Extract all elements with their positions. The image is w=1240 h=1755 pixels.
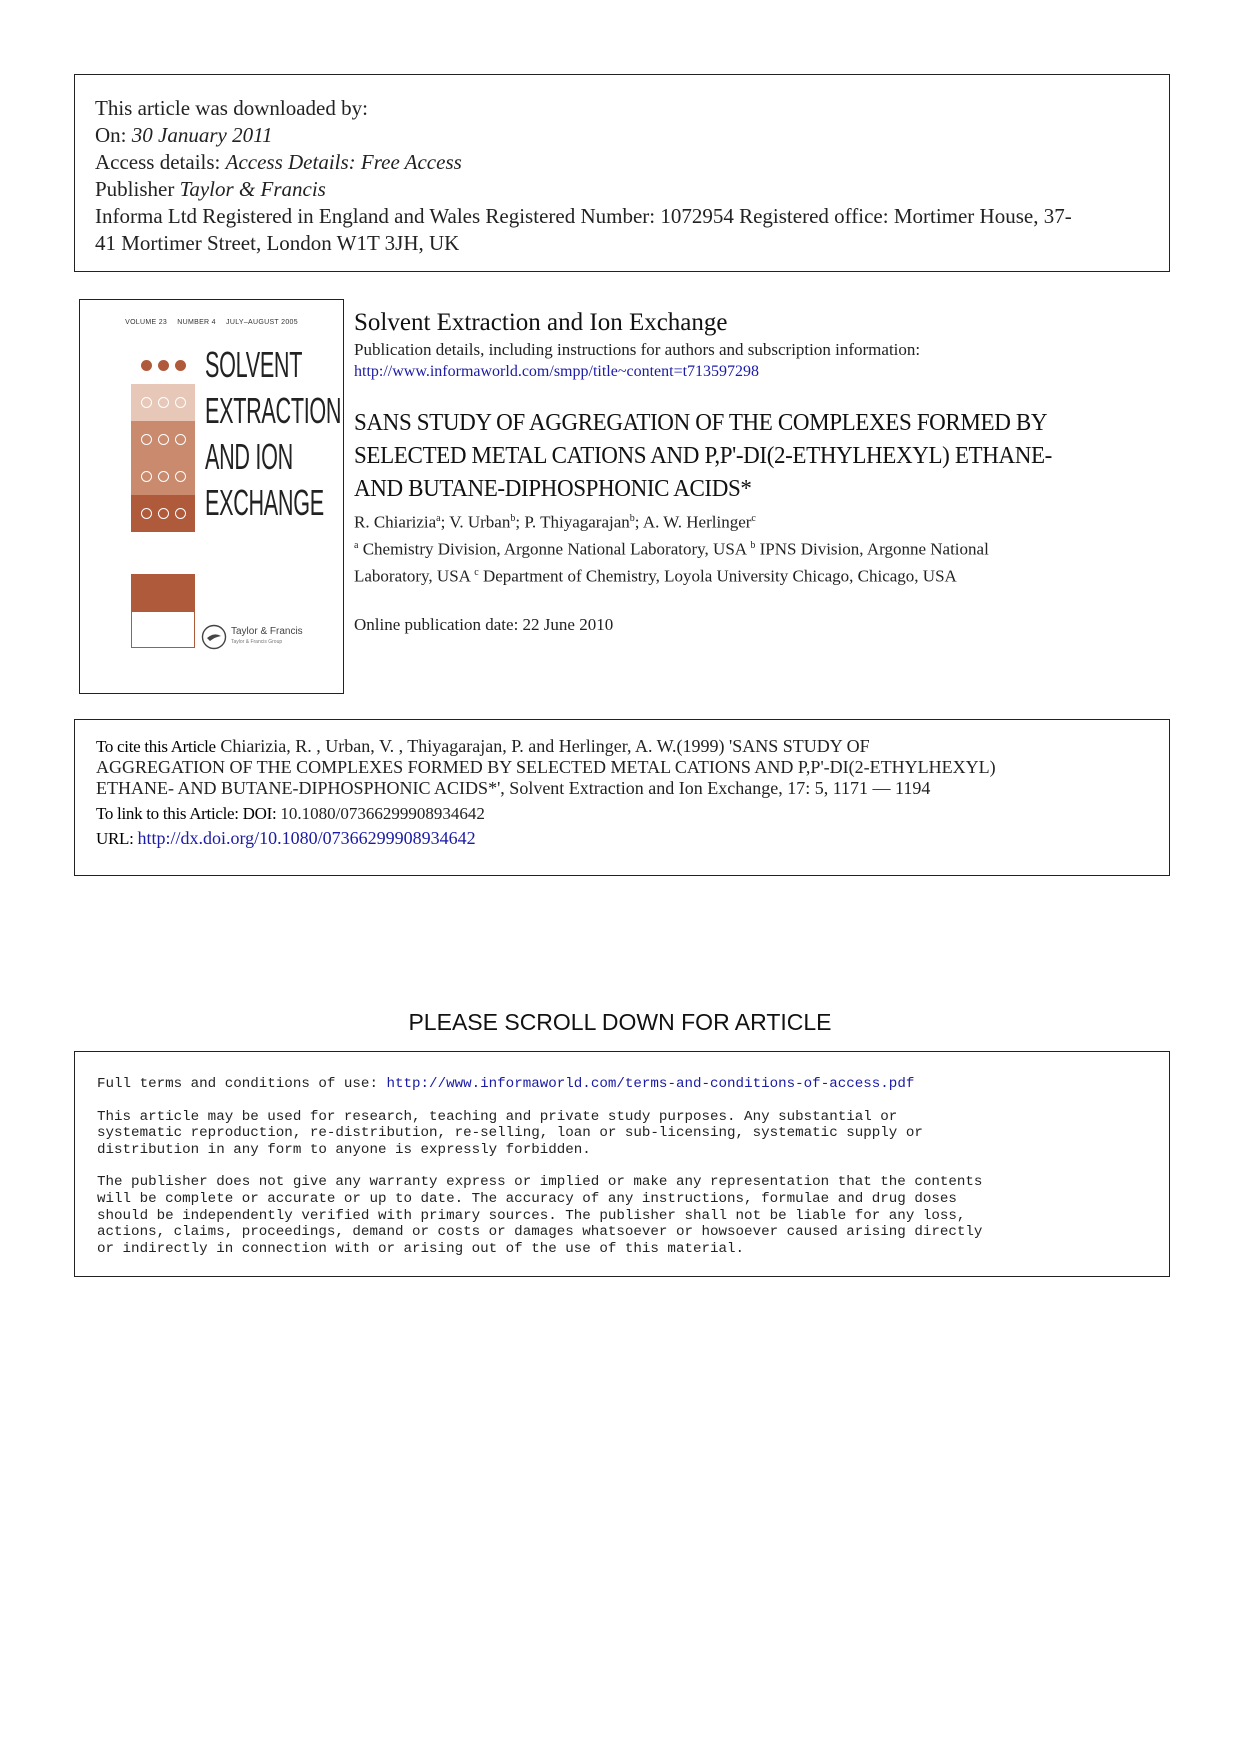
cover-tile xyxy=(131,384,195,421)
affiliation-a: Chemistry Division, Argonne National Laboratory, USA xyxy=(358,539,751,559)
cover-date: JULY–AUGUST 2005 xyxy=(226,319,298,326)
cover-pattern xyxy=(131,347,195,532)
cover-number: NUMBER 4 xyxy=(177,319,216,326)
journal-title: Solvent Extraction and Ion Exchange xyxy=(354,309,728,336)
article-info xyxy=(354,308,1174,636)
cover-volume: VOLUME 23 xyxy=(125,319,168,326)
affiliation-c: Department of Chemistry, Loyola University Chicago, Chicago, USA xyxy=(478,566,957,586)
download-date-line: On: 30 January 2011 xyxy=(95,123,273,147)
publisher-logo-subtext: Taylor & Francis Group xyxy=(231,639,283,645)
url-line xyxy=(96,828,1149,849)
author-list: R. Chiarizia$^a$; V. Urban$^b$; P. Thiyagarajan$^b$; A. W. Herlinger$^c$ xyxy=(354,512,756,532)
cover-title: SOLVENT EXTRACTION AND ION EXCHANGE xyxy=(205,344,342,523)
author-name: R. Chiarizia xyxy=(354,512,437,532)
cover-color-block xyxy=(131,574,195,611)
download-date: 30 January 2011 xyxy=(131,123,273,147)
publisher-logo xyxy=(201,624,303,650)
citation-text: To cite this Article Chiarizia, R. , Urban, V. , Thiyagarajan, P. and Herlinger, A. W.(1999) 'SANS STUDY OF xyxy=(96,736,870,756)
cite-label: To cite this Article xyxy=(96,737,216,756)
cover-tile xyxy=(131,495,195,532)
cover-white-block xyxy=(131,611,195,648)
informa-registration: Informa Ltd Registered in England and Wales Registered Number: 1072954 Registered office: Mortimer House, 37- xyxy=(95,204,1072,228)
affiliations: $^a$ Chemistry Division, Argonne National Laboratory, USA $^b$ IPNS Division, Argonne National Laboratory, USA $^c$ Department of Chemistry, Loyola University Chicago, Chicago, USA xyxy=(354,539,989,586)
affiliation-b: IPNS Division, Argonne National xyxy=(755,539,989,559)
affiliation-b-cont: Laboratory, USA xyxy=(354,566,475,586)
author-name: A. W. Herlinger xyxy=(642,512,752,532)
download-info-box xyxy=(74,74,1170,272)
terms-url-link[interactable]: http://www.informaworld.com/terms-and-conditions-of-access.pdf xyxy=(386,1076,915,1092)
publisher-logo-icon xyxy=(201,624,227,650)
cover-issue-line xyxy=(80,319,343,326)
scroll-notice: PLEASE SCROLL DOWN FOR ARTICLE xyxy=(408,1009,832,1035)
doi-line xyxy=(96,803,1149,824)
terms-line: Full terms and conditions of use: http://www.informaworld.com/terms-and-conditions-of-access.pdf xyxy=(97,1076,915,1092)
journal-cover xyxy=(79,299,344,694)
cover-tile xyxy=(131,458,195,495)
publisher-name: Taylor & Francis xyxy=(179,177,326,201)
terms-disclaimer-paragraph: The publisher does not give any warranty express or implied or make any representation that the contents will be complete or accurate or up to date. The accuracy of any instructions, formulae and drug doses should be independently verified with primary sources. The publisher shall not be liable for any loss, actions, claims, proceedings, demand or costs or damages whatsoever or howsoever caused arising directly or indirectly in connection with or arising out of the use of this material. xyxy=(97,1174,983,1257)
doi-url-link[interactable]: http://dx.doi.org/10.1080/07366299908934642 xyxy=(137,828,476,848)
cover-tile xyxy=(131,421,195,458)
online-publication-date: Online publication date: 22 June 2010 xyxy=(354,614,614,634)
publisher-line: Publisher Taylor & Francis xyxy=(95,177,326,201)
terms-usage-paragraph: This article may be used for research, teaching and private study purposes. Any substantial or systematic reproduction, re-distribution, re-selling, loan or sub-licensing, systematic supply or distribution in any form to anyone is expressly forbidden. xyxy=(97,1108,923,1158)
doi-label: To link to this Article: DOI: xyxy=(96,804,281,823)
publication-details: Publication details, including instructions for authors and subscription information: xyxy=(354,340,921,359)
author-name: V. Urban xyxy=(449,512,511,532)
terms-box xyxy=(74,1051,1170,1277)
cover-tile xyxy=(131,347,195,384)
download-line: This article was downloaded by: xyxy=(95,96,368,120)
informa-address: 41 Mortimer Street, London W1T 3JH, UK xyxy=(95,231,460,255)
doi-value: 10.1080/07366299908934642 xyxy=(280,804,485,823)
publisher-logo-text: Taylor & Francis xyxy=(231,626,303,637)
citation-box: To cite this Article Chiarizia, R. , Urban, V. , Thiyagarajan, P. and Herlinger, A. W.(1999) 'SANS STUDY OF AGGREGATION OF THE COMPLEXES FORMED BY SELECTED METAL CATIONS AND P,P'-DI(2-ETHYLHEXYL) ETHANE- AND BUTANE-DIPHOSPHONIC ACIDS*', Solvent Extraction and Ion Exchange, 17: 5, 1171 — 1194 To link to this Article: DOI: 10.1080/07366299908934642 URL: http://dx.doi.org/10.1080/07366299908934642 xyxy=(74,719,1170,876)
access-details: Access Details: Free Access xyxy=(225,150,462,174)
article-title: SANS STUDY OF AGGREGATION OF THE COMPLEXES FORMED BY SELECTED METAL CATIONS AND P,P'-DI(2-ETHYLHEXYL) ETHANE- AND BUTANE-DIPHOSPHONIC ACIDS* xyxy=(354,410,1052,502)
journal-url-link[interactable]: http://www.informaworld.com/smpp/title~content=t713597298 xyxy=(354,363,760,380)
url-label: URL: xyxy=(96,829,138,848)
author-name: P. Thiyagarajan xyxy=(524,512,630,532)
access-details-line: Access details: Access Details: Free Access xyxy=(95,150,462,174)
